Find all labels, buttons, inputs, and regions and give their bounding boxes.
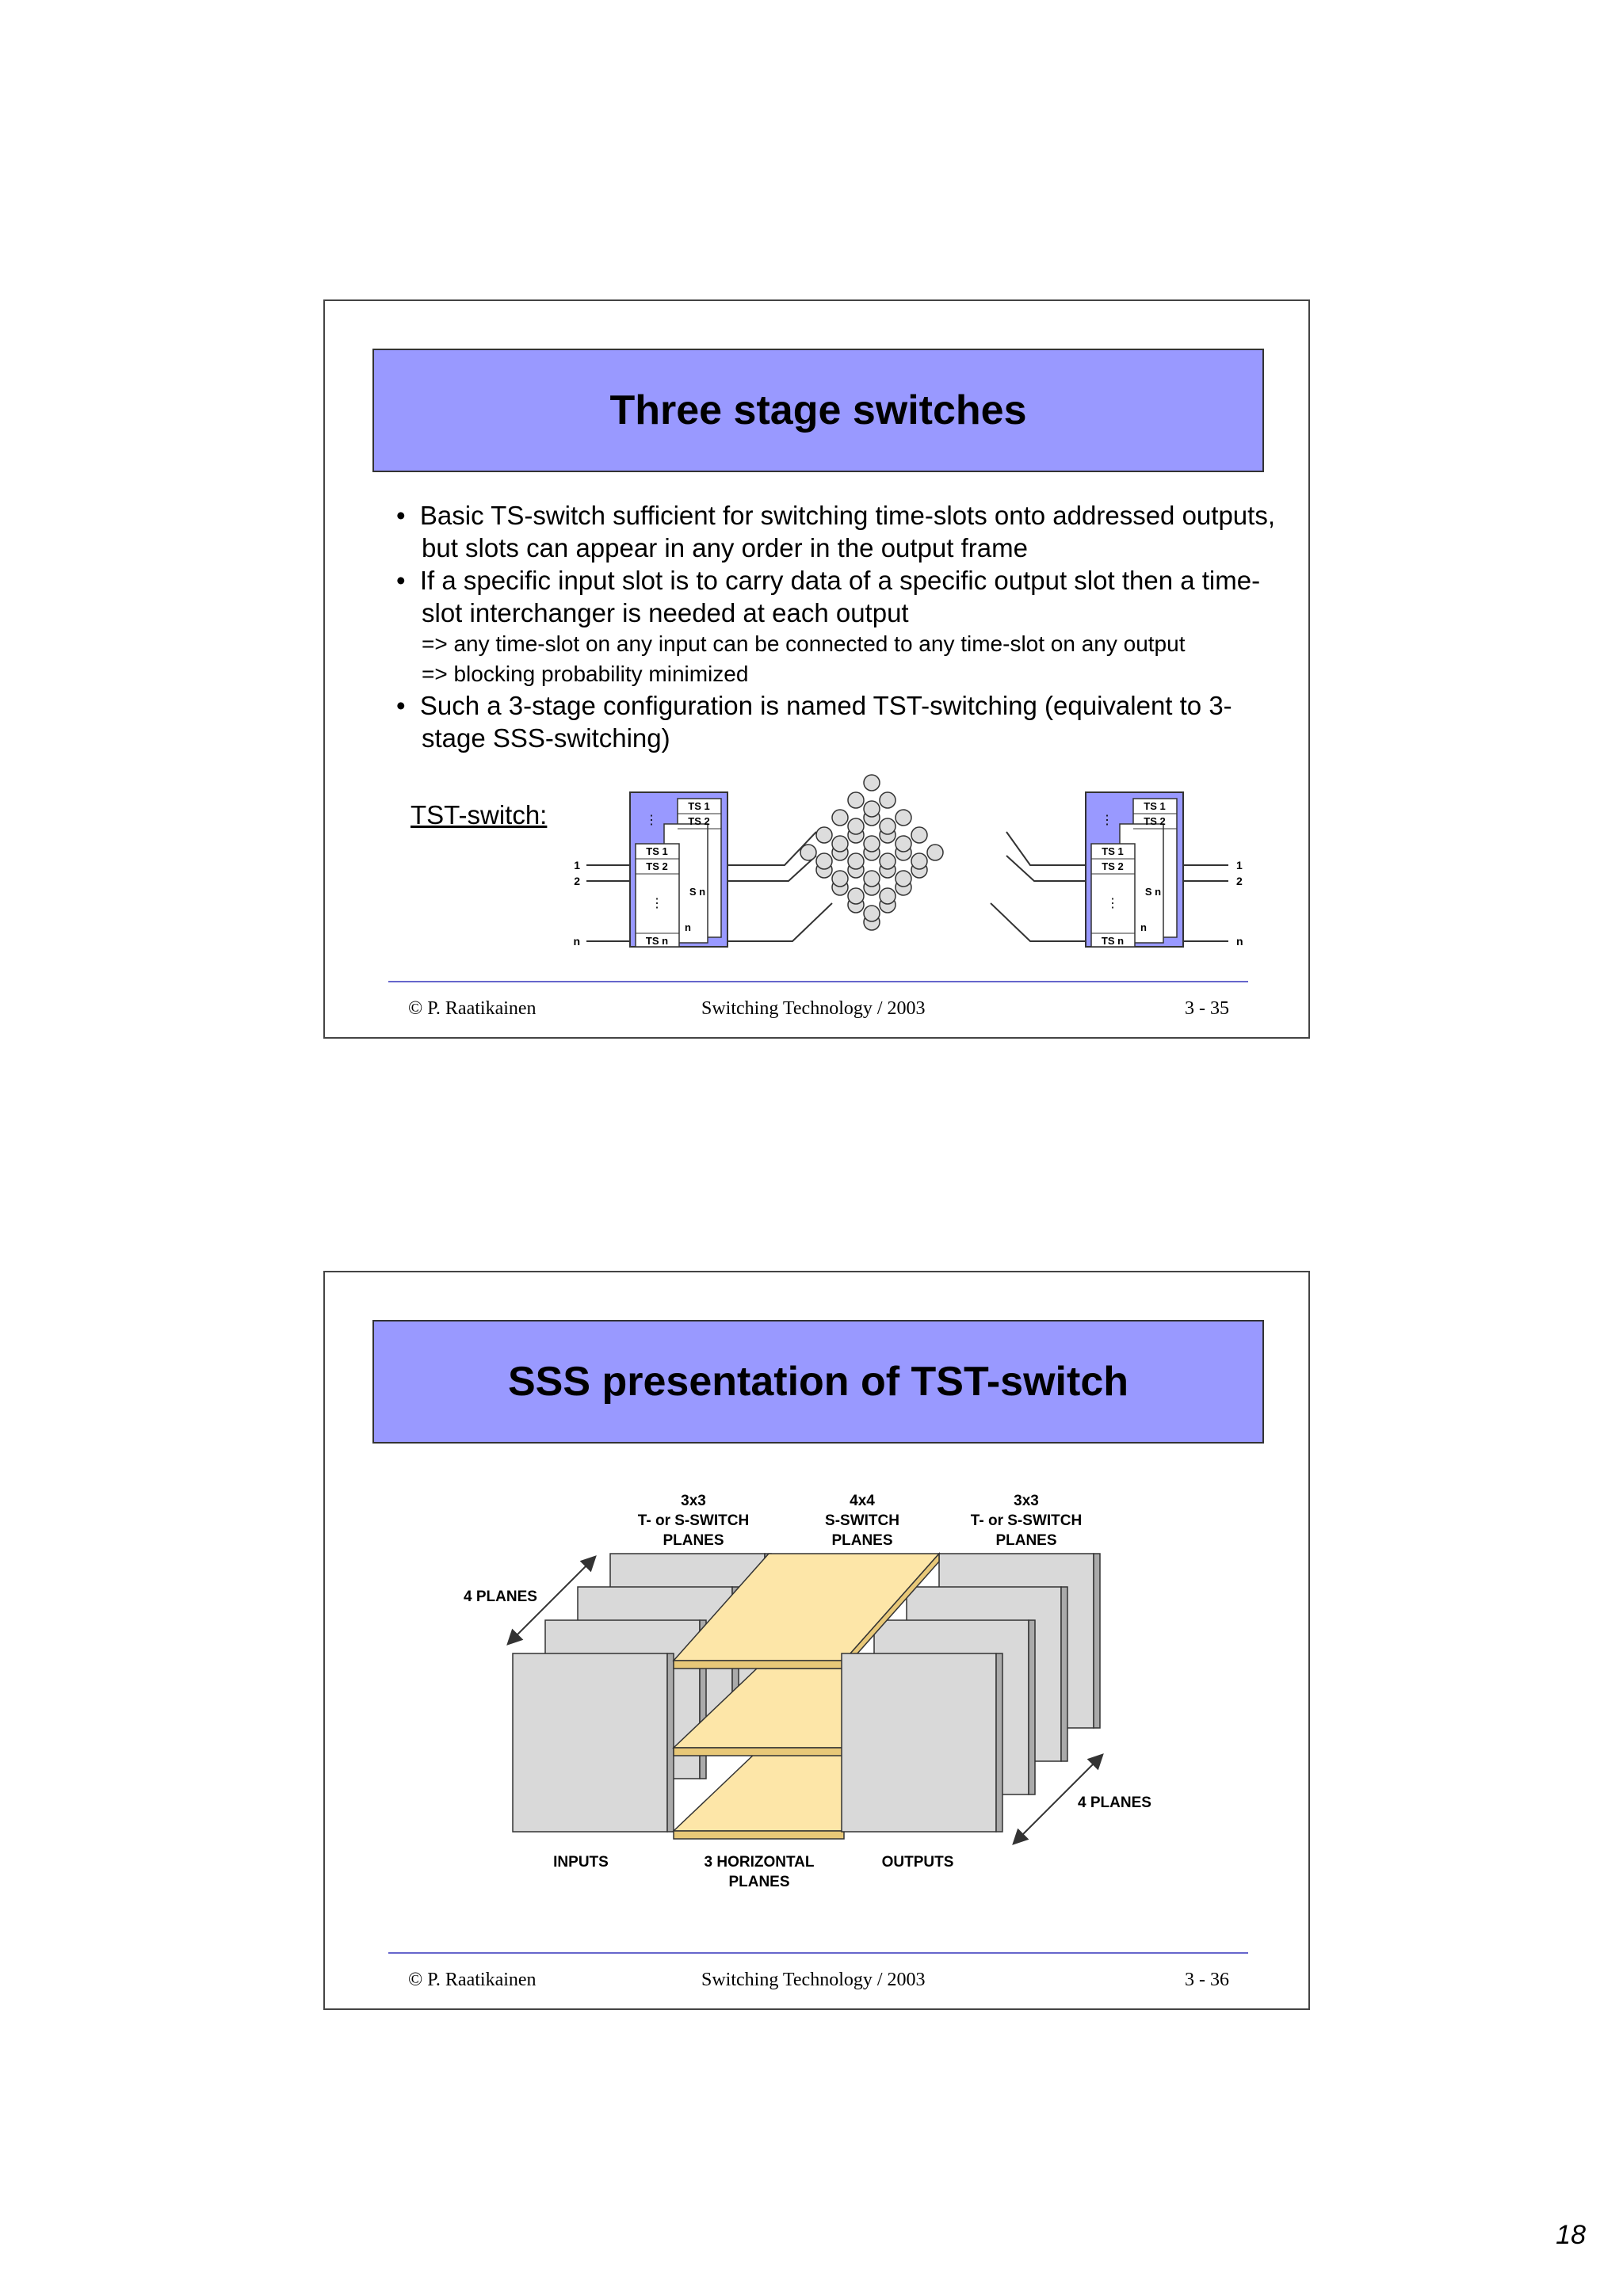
svg-text:S n: S n [1144,886,1162,898]
space-switch-node [896,836,911,852]
svg-text:S-SWITCH: S-SWITCH [825,1512,899,1529]
svg-text:T- or S-SWITCH: T- or S-SWITCH [637,1512,750,1529]
slide-title: SSS presentation of TST-switch [508,1359,1128,1405]
input-lines [586,865,630,941]
four-planes-right-label: 4 PLANES [1078,1794,1151,1811]
space-switch-node [832,836,848,852]
slide-title-bar [372,1320,1264,1444]
svg-text:TS 1: TS 1 [646,845,668,857]
svg-text:TS 2: TS 2 [688,815,710,827]
space-switch-node [880,853,896,869]
space-switch-stage [800,775,943,930]
svg-text:T- or S-SWITCH: T- or S-SWITCH [970,1512,1083,1529]
sss-diagram [325,1470,1312,1914]
slide-sss-presentation [323,1271,1310,2010]
space-switch-node [816,853,832,869]
footer-divider [388,981,1248,982]
space-switch-node [832,810,848,826]
svg-text:⋮: ⋮ [645,814,658,827]
svg-text:TS 1: TS 1 [1102,845,1124,857]
slide-title: Three stage switches [609,387,1027,433]
output-label-1: 1 [1236,859,1243,871]
footer-course: Switching Technology / 2003 [701,998,926,1019]
input-label-1: 1 [574,859,580,871]
horizontal-planes-label: 3 HORIZONTAL [704,1854,815,1871]
time-slot-interchanger-right [1086,792,1183,947]
svg-text:PLANES: PLANES [995,1532,1057,1549]
output-lines [1183,865,1228,941]
svg-text:TS 2: TS 2 [646,860,668,872]
svg-text:TS 1: TS 1 [1144,800,1166,812]
space-switch-node [896,871,911,887]
space-switch-node [880,792,896,808]
left-planes-label: 3x3 [681,1493,706,1509]
bullet-item: • Such a 3-stage configuration is named TST-switching (equivalent to 3-stage SSS-switching) [396,691,1232,753]
output-label-2: 2 [1236,875,1243,887]
diagram-label: TST-switch: [411,800,548,830]
space-switch-node [800,845,816,860]
svg-text:TS n: TS n [1101,935,1125,947]
space-switch-node [848,888,864,904]
space-switch-node [864,836,880,852]
output-plane-front [842,1653,1002,1832]
footer-slide-number: 3 - 35 [1185,998,1229,1019]
space-switch-node [927,845,943,860]
svg-text:n: n [685,921,691,933]
space-switch-node [896,810,911,826]
svg-text:TS 2: TS 2 [1102,860,1124,872]
sub-item: => any time-slot on any input can be connected to any time-slot on any output [422,631,1186,656]
svg-text:S n: S n [689,886,706,898]
space-switch-node [832,871,848,887]
tst-switch-diagram [325,769,1312,967]
space-switch-node [848,818,864,834]
input-label-n: n [573,935,580,948]
svg-text:⋮: ⋮ [651,897,663,910]
footer-course: Switching Technology / 2003 [701,1970,926,1990]
svg-text:⋮: ⋮ [1101,814,1113,827]
space-switch-node [880,818,896,834]
svg-text:TS 2: TS 2 [1144,815,1166,827]
right-planes-label: 3x3 [1014,1493,1039,1509]
outputs-label: OUTPUTS [881,1854,954,1871]
bullet-list [396,499,1292,754]
mid-planes-label: 4x4 [850,1493,875,1509]
four-planes-left-label: 4 PLANES [464,1589,537,1605]
space-switch-node [864,775,880,791]
svg-text:n: n [1140,921,1147,933]
svg-text:PLANES: PLANES [663,1532,724,1549]
slide-three-stage-switches [323,299,1310,1039]
space-switch-node [911,827,927,843]
space-switch-node [864,801,880,817]
input-label-2: 2 [574,875,580,887]
footer-author: © P. Raatikainen [408,998,537,1019]
bullet-item: • If a specific input slot is to carry data of a specific output slot then a time-slot interchanger is needed at each output [396,566,1261,627]
space-switch-node [848,853,864,869]
time-slot-interchanger-left [630,792,727,947]
space-switch-node [816,827,832,843]
sub-item: => blocking probability minimized [422,662,749,686]
space-switch-node [911,853,927,869]
svg-text:⋮: ⋮ [1106,897,1119,910]
slide-title-bar [372,349,1264,472]
footer-divider [388,1952,1248,1954]
svg-text:TS n: TS n [645,935,669,947]
page-number: 18 [1556,2220,1586,2250]
svg-text:TS 1: TS 1 [688,800,710,812]
space-switch-node [864,871,880,887]
footer-author: © P. Raatikainen [408,1970,537,1990]
svg-text:PLANES: PLANES [831,1532,893,1549]
inputs-label: INPUTS [553,1854,609,1871]
space-switch-node [880,888,896,904]
space-switch-node [864,906,880,921]
footer-slide-number: 3 - 36 [1185,1970,1229,1990]
space-switch-node [848,792,864,808]
bullet-item: • Basic TS-switch sufficient for switching time-slots onto addressed outputs, but slots can appear in any order in the output frame [396,501,1275,563]
svg-text:PLANES: PLANES [728,1874,790,1890]
output-label-n: n [1236,935,1243,948]
